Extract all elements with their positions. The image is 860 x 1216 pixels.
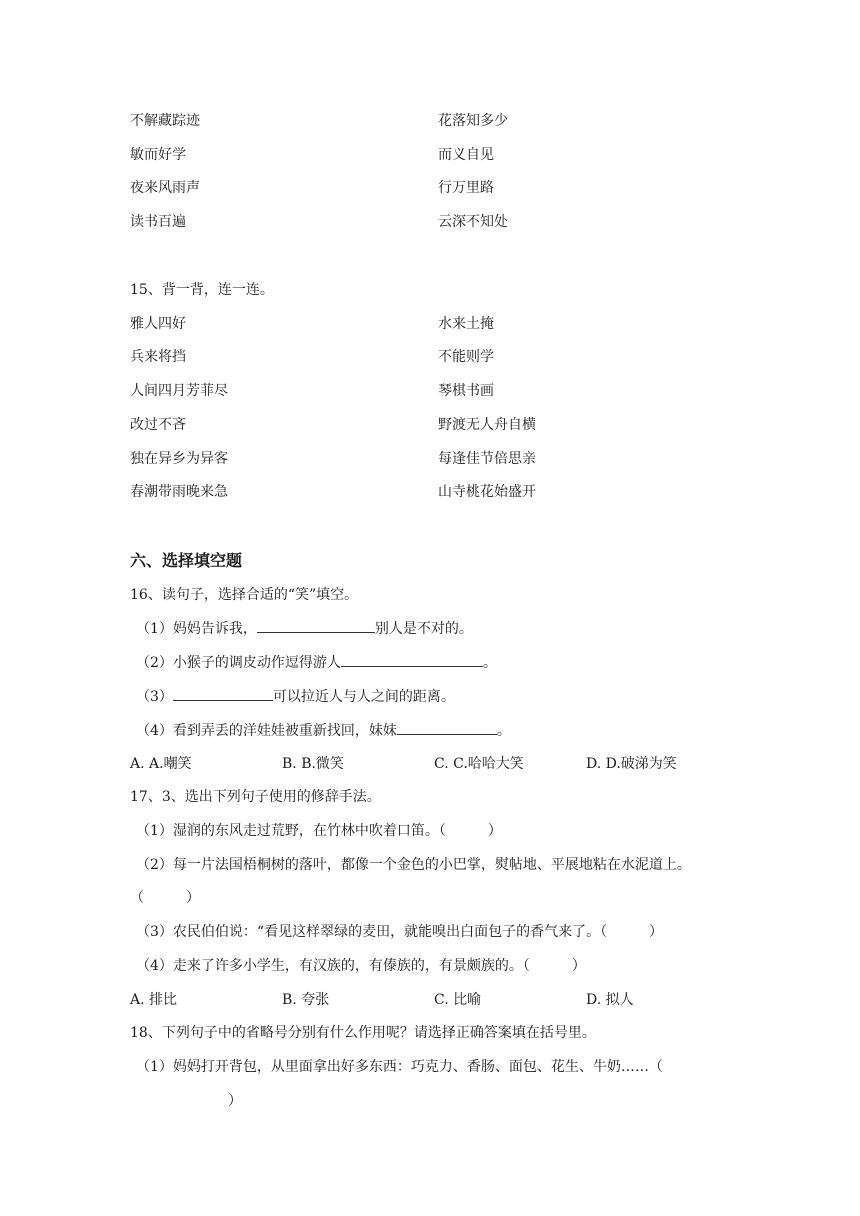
- q15-right-6: 山寺桃花始盛开: [438, 484, 536, 500]
- section-heading: 六、选择填空题: [130, 551, 243, 570]
- match-right-1: 花落知多少: [438, 113, 508, 129]
- q16-item-4: [136, 720, 511, 741]
- answer-blank[interactable]: [397, 720, 497, 735]
- q16-item-2-after: 。: [482, 655, 497, 671]
- q17-option-a: A. 排比: [130, 992, 178, 1008]
- match-left-1: 不解藏踪迹: [130, 113, 200, 129]
- q16-item-4-after: 。: [496, 723, 511, 739]
- q16-item-2: [136, 652, 497, 673]
- q17-option-d: D. 拟人: [586, 992, 634, 1008]
- q16-item-3-before: （3）: [136, 689, 173, 705]
- match-right-2: 而义自见: [438, 147, 494, 163]
- q15-right-5: 每逢佳节倍思亲: [438, 451, 536, 467]
- q16-title: 16、读句子，选择合适的“笑”填空。: [130, 587, 359, 603]
- q15-right-1: 水来土掩: [438, 316, 494, 332]
- q16-item-1: [136, 618, 473, 639]
- match-left-2: 敏而好学: [130, 147, 186, 163]
- q17-option-c: C. 比喻: [434, 992, 482, 1008]
- q15-left-2: 兵来将挡: [130, 349, 186, 365]
- q16-item-4-before: （4）看到弄丢的洋娃娃被重新找回，妹妹: [136, 723, 397, 739]
- q15-right-2: 不能则学: [438, 349, 494, 365]
- q17-item-2: （2）每一片法国梧桐树的落叶，都像一个金色的小巴掌，熨帖地、平展地粘在水泥道上。: [136, 857, 691, 873]
- q16-item-2-before: （2）小猴子的调皮动作逗得游人: [136, 655, 341, 671]
- match-left-4: 读书百遍: [130, 214, 186, 230]
- answer-blank[interactable]: [341, 652, 483, 667]
- q15-title: 15、背一背，连一连。: [130, 282, 274, 298]
- q17-item-3: （3）农民伯伯说：“看见这样翠绿的麦田，就能嗅出白面包子的香气来了。（ ）: [136, 924, 664, 940]
- q18-item-1: （1）妈妈打开背包，从里面拿出好多东西：巧克力、香肠、面包、花生、牛奶……（: [136, 1059, 663, 1075]
- q15-left-5: 独在异乡为异客: [130, 451, 228, 467]
- q16-option-b: B. B.微笑: [282, 756, 344, 772]
- q15-left-4: 改过不吝: [130, 417, 186, 433]
- q16-option-a: A. A.嘲笑: [130, 756, 192, 772]
- q18-item-1-paren: ）: [228, 1093, 242, 1109]
- q16-item-3-after: 可以拉近人与人之间的距离。: [272, 689, 455, 705]
- match-left-3: 夜来风雨声: [130, 180, 200, 196]
- answer-blank[interactable]: [257, 618, 375, 633]
- q16-option-d: D. D.破涕为笑: [586, 756, 677, 772]
- q16-option-c: C. C.哈哈大笑: [434, 756, 524, 772]
- q16-item-1-before: （1）妈妈告诉我，: [136, 621, 257, 637]
- q15-left-6: 春潮带雨晚来急: [130, 484, 228, 500]
- q15-left-1: 雅人四好: [130, 316, 186, 332]
- q17-item-4: （4）走来了许多小学生，有汉族的，有傣族的，有景颇族的。（ ）: [136, 958, 586, 974]
- q15-left-3: 人间四月芳菲尽: [130, 383, 228, 399]
- q15-right-3: 琴棋书画: [438, 383, 494, 399]
- answer-blank[interactable]: [173, 686, 273, 701]
- q17-item-1: （1）湿润的东风走过荒野，在竹林中吹着口笛。（ ）: [136, 823, 502, 839]
- q17-title: 17、3、选出下列句子使用的修辞手法。: [130, 789, 381, 805]
- match-right-3: 行万里路: [438, 180, 494, 196]
- q18-title: 18、下列句子中的省略号分别有什么作用呢？请选择正确答案填在括号里。: [130, 1025, 596, 1041]
- q15-right-4: 野渡无人舟自横: [438, 417, 536, 433]
- q17-option-b: B. 夸张: [282, 992, 330, 1008]
- q16-item-3: [136, 686, 455, 707]
- q16-item-1-after: 别人是不对的。: [374, 621, 473, 637]
- match-right-4: 云深不知处: [438, 214, 508, 230]
- q17-item-2-paren: （ ）: [130, 890, 200, 906]
